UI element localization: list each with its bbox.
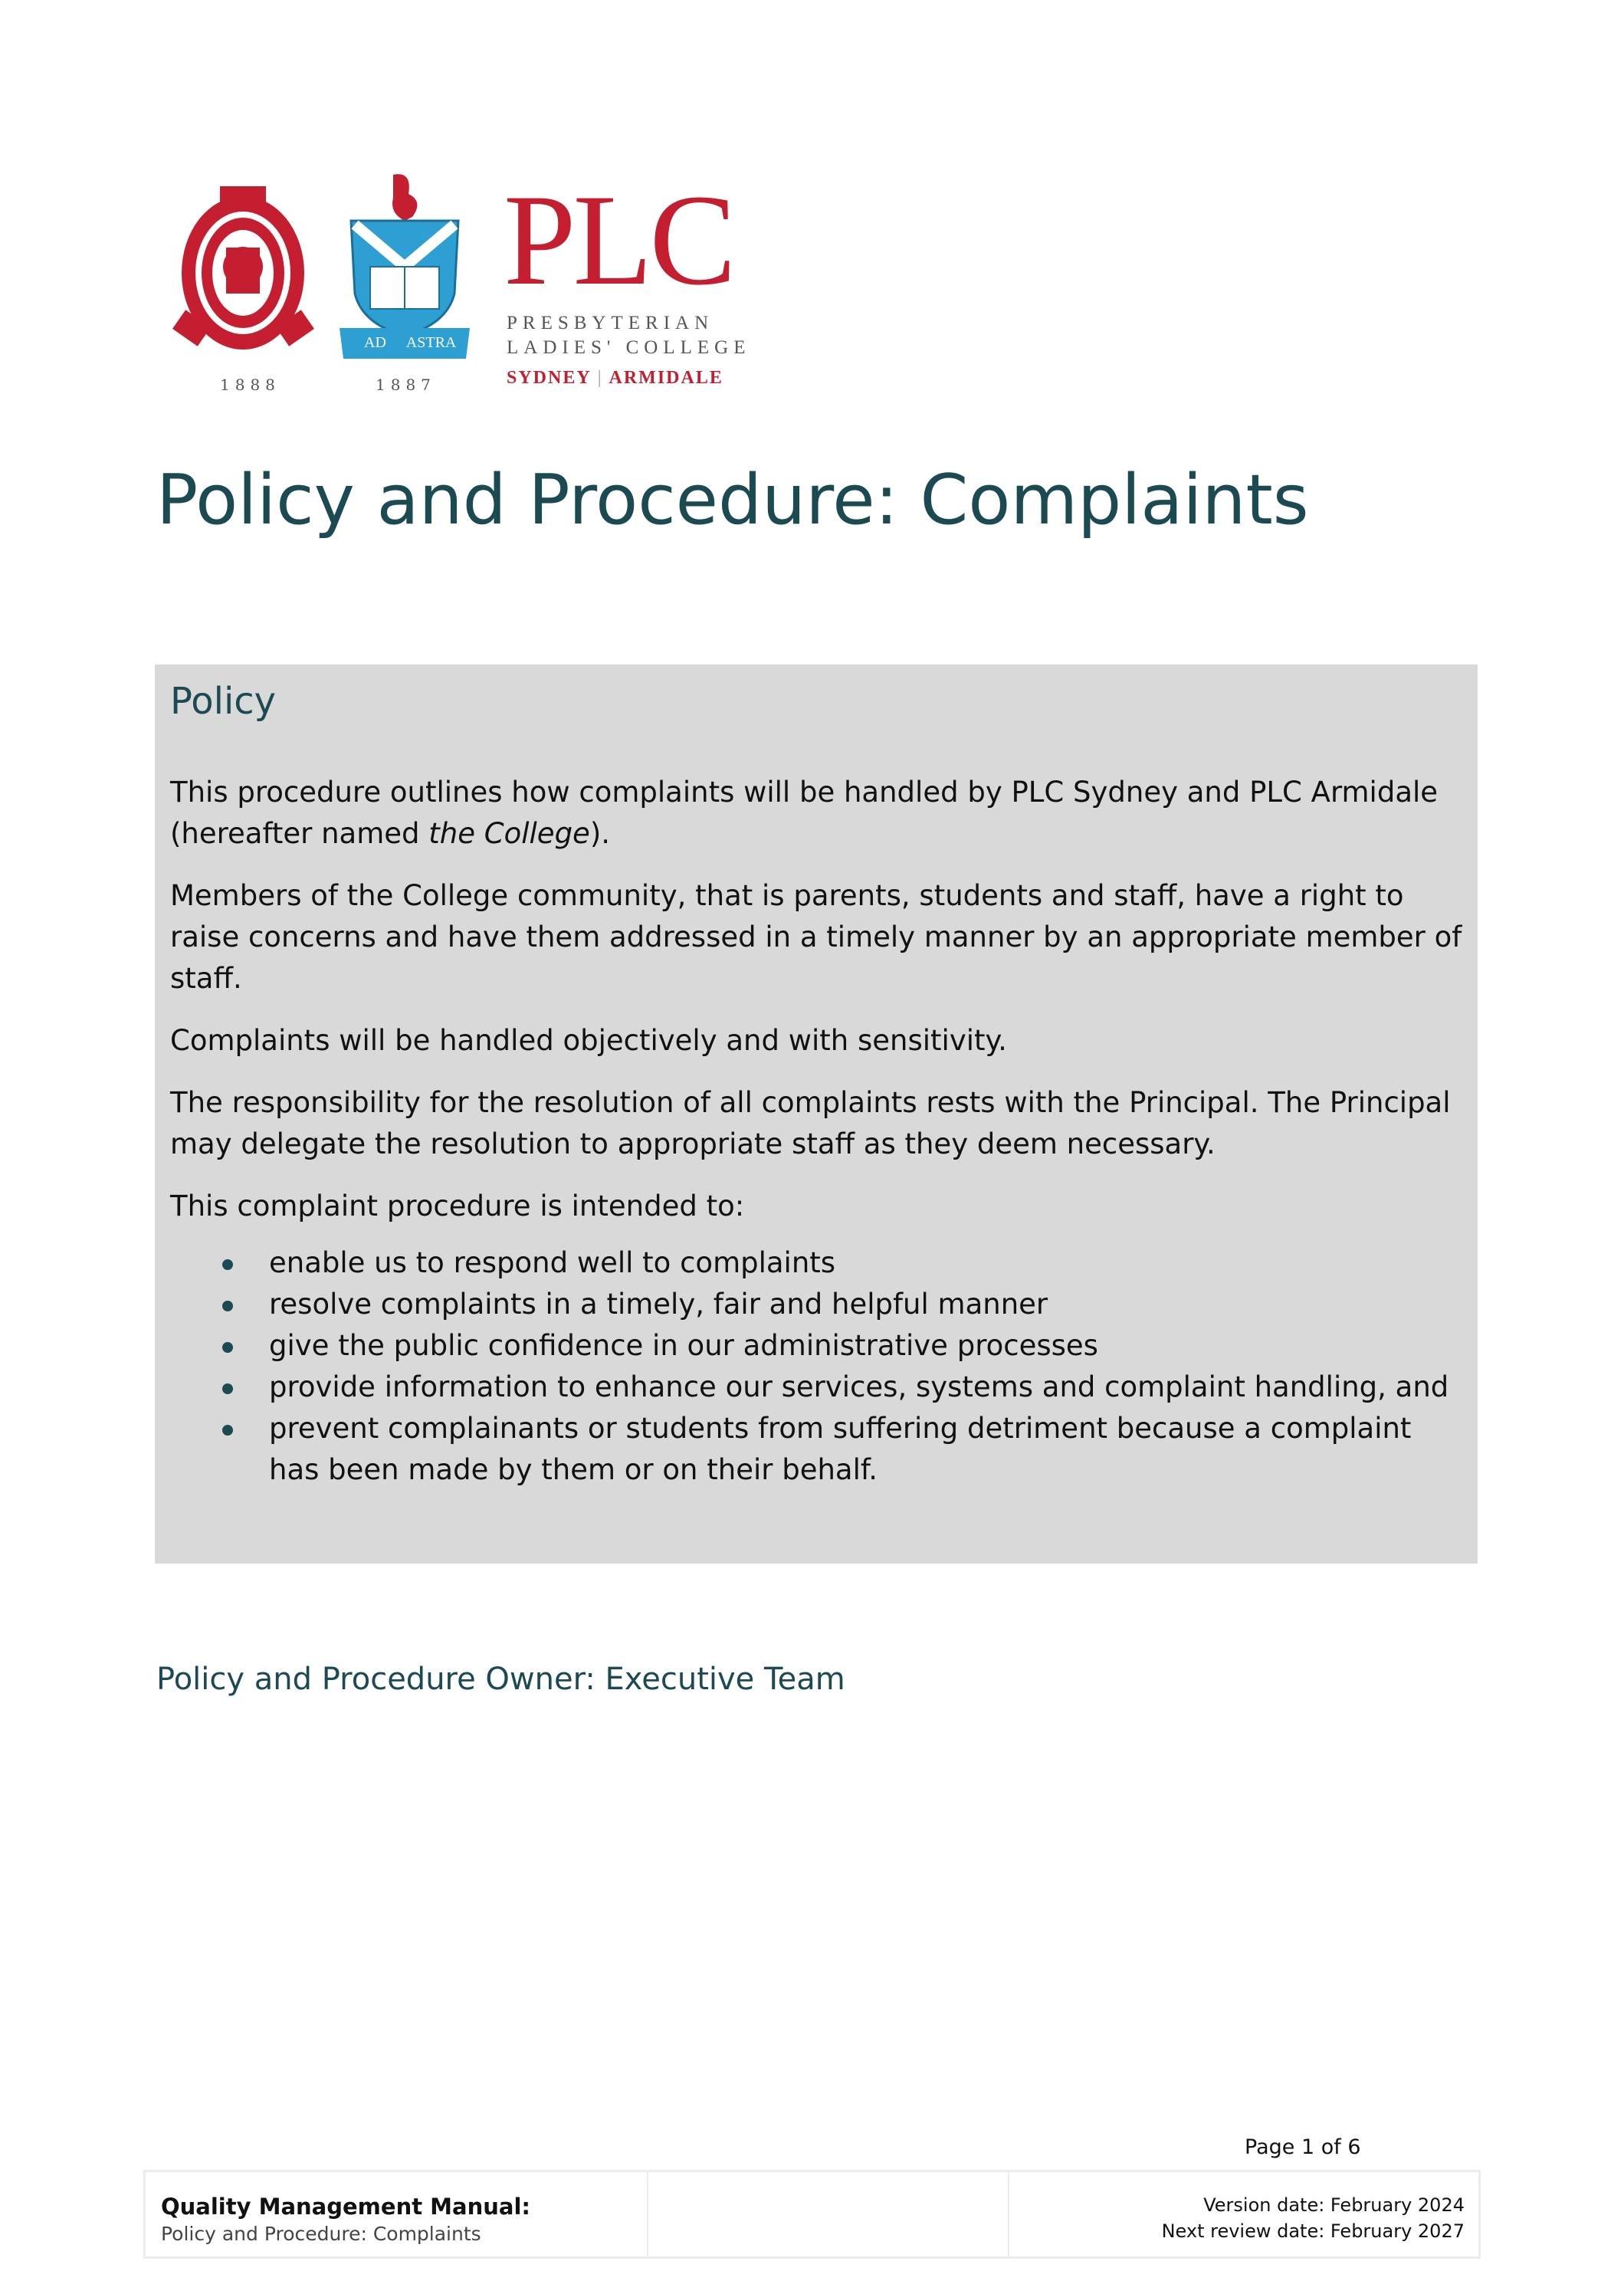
footer-table xyxy=(143,2170,1481,2259)
policy-paragraph-4: The responsibility for the resolution of all complaints rests with the Principal. The Principal may delegate the resolution to appropriate staff as they deem necessary. xyxy=(170,1086,1451,1160)
policy-paragraph-3: Complaints will be handled objectively and with sensitivity. xyxy=(170,1024,1007,1057)
version-date: Version date: February 2024 xyxy=(1203,2194,1465,2216)
page-title: Policy and Procedure: Complaints xyxy=(156,460,1309,540)
motto: AD ASTRA xyxy=(364,334,457,351)
college-logo xyxy=(172,168,751,397)
policy-section xyxy=(155,665,1478,1564)
text: ). xyxy=(589,817,611,850)
list-item xyxy=(170,1325,1462,1367)
bullet-icon xyxy=(222,1342,233,1353)
review-date: Next review date: February 2027 xyxy=(1161,2220,1465,2242)
logo-cities: SYDNEY | ARMIDALE xyxy=(507,368,723,388)
policy-owner: Policy and Procedure Owner: Executive Team xyxy=(156,1662,845,1697)
policy-paragraph-2: Members of the College community, that is parents, students and staff, have a right to raise concerns and have them addressed in a timely manner by an appropriate member of staff. xyxy=(170,879,1462,995)
list-item-text: provide information to enhance our services, systems and complaint handling, and xyxy=(269,1370,1449,1403)
city-armidale: ARMIDALE xyxy=(609,368,723,388)
list-item xyxy=(170,1284,1462,1325)
list-item-text: prevent complainants or students from suffering detriment because a complaint has been made by them or on their behalf. xyxy=(269,1412,1412,1486)
logo-line-ladies-college: LADIES' COLLEGE xyxy=(507,337,751,358)
text-italic: the College xyxy=(428,817,590,850)
list-item-text: give the public confidence in our administrative processes xyxy=(269,1329,1098,1362)
crest-year-1887: 1887 xyxy=(376,376,436,394)
manual-title: Quality Management Manual: xyxy=(161,2194,530,2220)
bullet-icon xyxy=(222,1425,233,1436)
plc-wordmark: PLC xyxy=(504,168,733,312)
policy-heading: Policy xyxy=(170,680,277,723)
policy-paragraph-1 xyxy=(170,772,1462,855)
bullet-icon xyxy=(222,1259,233,1270)
list-item-text: resolve complaints in a timely, fair and helpful manner xyxy=(269,1288,1048,1321)
list-item xyxy=(170,1367,1462,1408)
footer-cell-manual xyxy=(146,2172,648,2256)
policy-paragraph-5: This complaint procedure is intended to: xyxy=(170,1190,745,1222)
page-number: Page 1 of 6 xyxy=(1245,2135,1361,2159)
footer-cell-dates xyxy=(1009,2172,1478,2256)
city-sydney: SYDNEY xyxy=(507,368,592,388)
policy-bullet-list xyxy=(170,1242,1462,1491)
list-item xyxy=(170,1408,1462,1491)
logo-line-presbyterian: PRESBYTERIAN xyxy=(507,313,714,333)
list-item xyxy=(170,1242,1462,1284)
list-item-text: enable us to respond well to complaints xyxy=(269,1246,836,1279)
crest-year-1888: 1888 xyxy=(220,376,281,394)
text: This procedure outlines how complaints will be handled by PLC Sydney and PLC Armidale (hereafter named xyxy=(170,776,1439,850)
document-name: Policy and Procedure: Complaints xyxy=(161,2223,481,2245)
footer-cell-empty xyxy=(648,2172,1009,2256)
sydney-crest-icon xyxy=(172,175,314,366)
bullet-icon xyxy=(222,1301,233,1311)
bullet-icon xyxy=(222,1383,233,1394)
